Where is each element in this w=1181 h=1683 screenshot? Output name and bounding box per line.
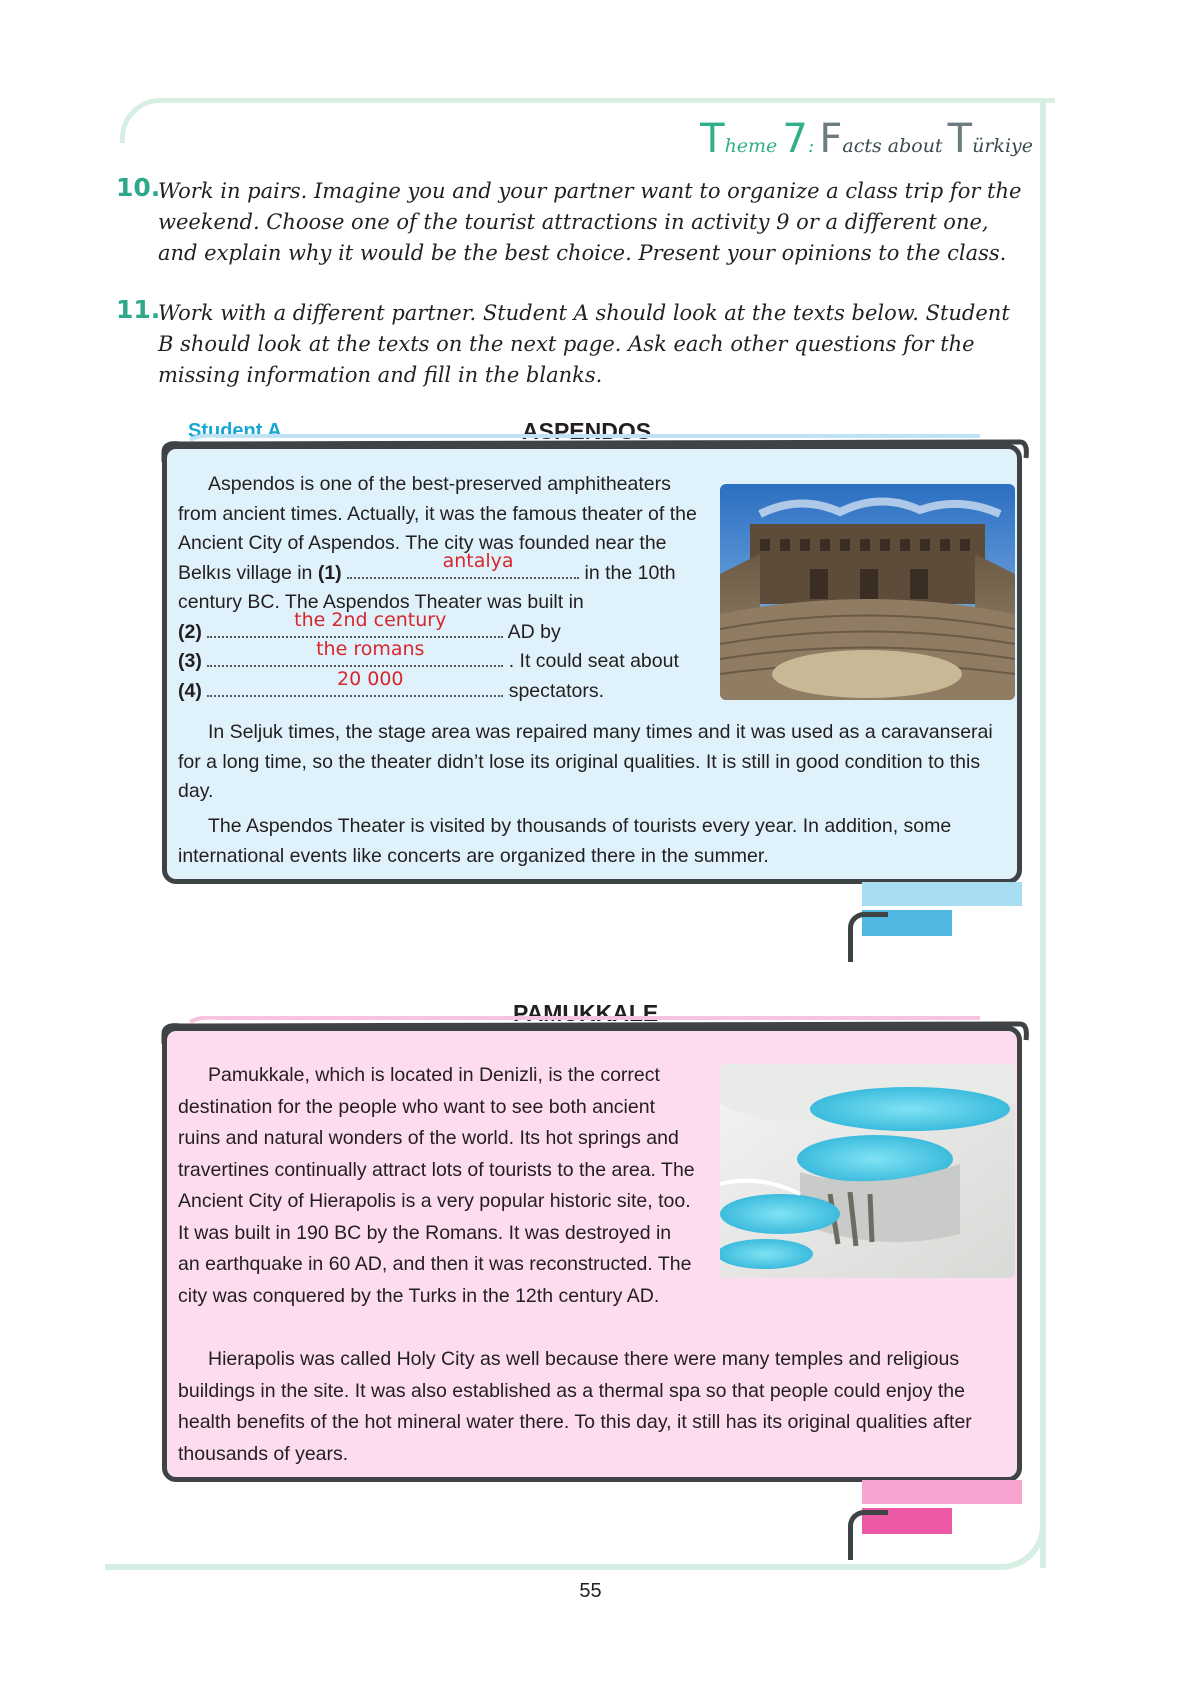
page-frame-corner bbox=[990, 1520, 1046, 1570]
facts-words: acts about bbox=[842, 135, 943, 157]
aspendos-tab-back bbox=[862, 882, 1022, 906]
activity-number: 11. bbox=[116, 295, 161, 324]
pamukkale-photo bbox=[720, 1064, 1015, 1278]
pamukkale-paragraph-2 bbox=[178, 1344, 1008, 1470]
pamukkale-title: PAMUKKALE bbox=[513, 1000, 659, 1026]
aspendos-tab-curl bbox=[848, 912, 888, 962]
theme-letter-t: T bbox=[700, 116, 725, 162]
theme-number: 7 bbox=[782, 116, 808, 162]
pamukkale-tab-back bbox=[862, 1480, 1022, 1504]
turkiye-letter-t: T bbox=[947, 116, 973, 162]
blank-2-answer: the 2nd century bbox=[294, 608, 447, 631]
blank-1-answer: antalya bbox=[442, 549, 514, 572]
aspendos-paragraph-1 bbox=[178, 470, 698, 706]
blank-2-label: (2) bbox=[178, 620, 202, 643]
blank-3-label: (3) bbox=[178, 650, 202, 672]
aspendos-text-e: spectators. bbox=[508, 679, 605, 702]
activity-11 bbox=[116, 295, 1031, 391]
blank-1[interactable] bbox=[347, 549, 579, 579]
page-number: 55 bbox=[579, 1580, 602, 1602]
aspendos-text-a: Aspendos is one of the best-preserved amphitheaters from ancient times. Actually, it was the famous theater of the Ancient City of Aspendos. The city was founded near the Belkıs village in bbox=[178, 473, 697, 584]
blank-4[interactable] bbox=[207, 667, 503, 697]
activity-text: Work in pairs. Imagine you and your partner want to organize a class trip for the weekend. Choose one of the tourist attractions in activity 9 or a different one, and explain why it would be the best choice. Present your opinions to the class. bbox=[158, 179, 1022, 265]
aspendos-text-d: . It could seat about bbox=[508, 650, 679, 672]
activity-10 bbox=[116, 173, 1031, 269]
pamukkale-paragraph-1 bbox=[178, 1060, 698, 1312]
aspendos-title: ASPENDOS bbox=[522, 418, 652, 444]
activity-number: 10. bbox=[116, 173, 161, 202]
turkiye-word: ürkiye bbox=[972, 135, 1033, 157]
blank-4-answer: 20 000 bbox=[337, 667, 404, 690]
pamukkale-text-p2: Hierapolis was called Holy City as well because there were many temples and religious buildings in the site. It was also established as a thermal spa so that people could enjoy the health benefits of the hot mineral water there. To this day, it still has its original qualities after thousands of years. bbox=[178, 1348, 972, 1465]
student-a-label: Student A bbox=[188, 420, 282, 442]
aspendos-photo bbox=[720, 484, 1015, 700]
activity-text: Work with a different partner. Student A should look at the texts below. Student B should look at the texts on the next page. Ask each other questions for the missing information and fill in the blanks. bbox=[158, 301, 1010, 387]
aspendos-paragraph-2 bbox=[178, 718, 1008, 807]
aspendos-text-p3: The Aspendos Theater is visited by thousands of tourists every year. In addition, some international events like concerts are organized there in the summer. bbox=[178, 815, 952, 867]
blank-4-label: (4) bbox=[178, 679, 202, 702]
theme-header bbox=[700, 116, 1033, 162]
blank-1-label: (1) bbox=[317, 561, 342, 584]
page-frame-bottom bbox=[105, 1564, 1005, 1570]
pamukkale-tab-curl bbox=[848, 1510, 888, 1560]
facts-letter-f: F bbox=[819, 116, 843, 162]
aspendos-text-b: in the 10th century BC. The Aspendos Theater was built in bbox=[178, 561, 676, 613]
pamukkale-text-p1: Pamukkale, which is located in Denizli, is the correct destination for the people who want to see both ancient ruins and natural wonders of the world. Its hot springs and travertines continually attract lots of tourists to the area. The Ancient City of Hierapolis is a very popular historic site, too. It was built in 190 BC by the Romans. It was destroyed in an earthquake in 60 AD, and then it was reconstructed. The city was conquered by the Turks in the 12th century AD. bbox=[178, 1064, 695, 1307]
aspendos-text-p2: In Seljuk times, the stage area was repaired many times and it was used as a caravanserai for a long time, so the theater didn’t lose its original qualities. It is still in good condition to this day. bbox=[178, 721, 993, 802]
page-frame-right bbox=[1040, 98, 1046, 1568]
blank-3-answer: the romans bbox=[316, 638, 425, 660]
aspendos-paragraph-3 bbox=[178, 812, 1008, 871]
theme-word: heme bbox=[724, 135, 778, 157]
theme-colon: : bbox=[807, 135, 815, 157]
aspendos-text-c: AD by bbox=[507, 620, 561, 643]
